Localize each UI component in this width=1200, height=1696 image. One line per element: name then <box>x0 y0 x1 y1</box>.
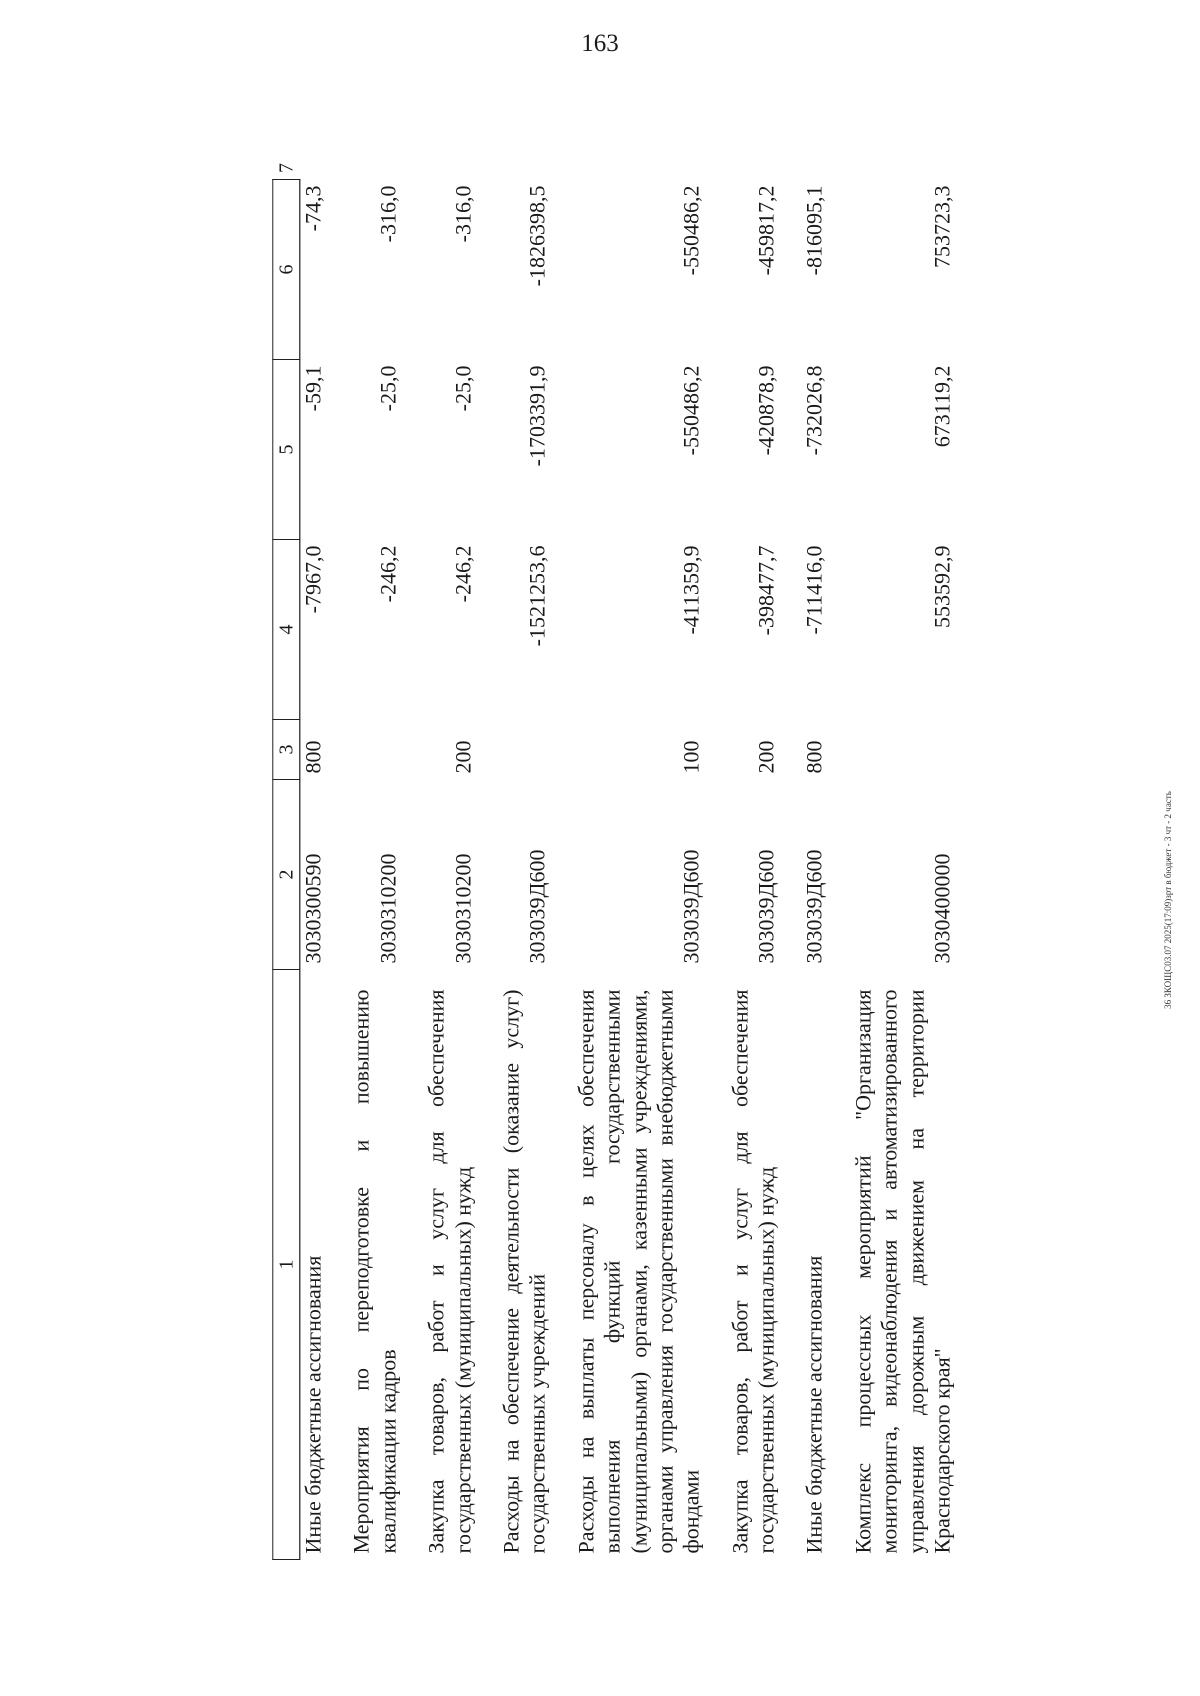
cell-code: 3030310200 <box>449 853 475 964</box>
cell-name: Иные бюджетные ассигнования <box>300 1255 326 1554</box>
column-header-6: 6 <box>273 180 300 360</box>
cell-value-col6: 673119,2 <box>929 365 955 448</box>
cell-expense-type <box>850 720 978 780</box>
cell-value-col5: -7967,0 <box>300 545 326 614</box>
cell-code: 303039Д600 <box>801 849 827 964</box>
footer-note: 36 ЗКОЩС03.07 2025(17:09)зрт в бюджет - 3 чт - 2 часть <box>1163 791 1173 1009</box>
column-header-2: 2 <box>273 780 300 970</box>
budget-table <box>272 163 977 1560</box>
cell-value-col7: -816095,1 <box>801 185 827 276</box>
table-body <box>300 180 978 1560</box>
cell-value-col7: -1826398,5 <box>524 185 550 287</box>
column-header-3: 3 <box>273 720 300 780</box>
table-row <box>573 180 727 1560</box>
cell-code: 3030400000 <box>929 853 955 964</box>
table-row <box>300 180 349 1560</box>
table-row <box>498 180 573 1560</box>
table-row <box>727 180 802 1560</box>
cell-expense-type: 100 <box>678 740 704 774</box>
table-row <box>802 180 850 1560</box>
cell-name: Закупка товаров, работ и услуг для обеспечения государственных (муниципальных) нужд <box>726 989 779 1554</box>
header-row: 1 2 3 4 5 6 7 <box>273 180 300 1560</box>
cell-value-col5: -246,2 <box>375 545 401 603</box>
cell-value-col5: -398477,7 <box>753 545 779 636</box>
page-number: 163 <box>581 30 619 57</box>
cell-code: 303039Д600 <box>524 849 550 964</box>
cell-value-col7: -459817,2 <box>753 185 779 276</box>
cell-value-col7: -74,3 <box>300 185 326 232</box>
column-header-5: 5 <box>273 360 300 540</box>
cell-value-col7: 753723,3 <box>929 185 955 268</box>
cell-expense-type: 200 <box>753 740 779 774</box>
cell-code: 303039Д600 <box>753 849 779 964</box>
cell-expense-type <box>498 720 573 780</box>
budget-table-container <box>272 163 977 1560</box>
cell-value-col6: -1703391,9 <box>524 365 550 467</box>
cell-name: Иные бюджетные ассигнования <box>801 1255 827 1554</box>
cell-value-col7: -316,0 <box>449 185 475 243</box>
cell-name: Закупка товаров, работ и услуг для обеспечения государственных (муниципальных) нужд <box>423 989 475 1554</box>
cell-expense-type <box>349 720 424 780</box>
cell-value-col6: -59,1 <box>300 365 326 412</box>
table-row <box>850 180 978 1560</box>
cell-expense-type: 800 <box>801 740 827 774</box>
cell-expense-type: 800 <box>300 740 326 774</box>
cell-expense-type: 200 <box>449 740 475 774</box>
cell-name: Расходы на выплаты персоналу в целях обеспечения выполнения функций государственными (муниципальными) органами, казенными учреждениями, органами управления государственными внебюджетными фондами <box>573 989 704 1554</box>
cell-value-col5: -246,2 <box>449 545 475 603</box>
cell-value-col6: -550486,2 <box>678 365 704 456</box>
cell-name: Комплекс процессных мероприятий "Организация мониторинга, видеонаблюдения и автоматизированного управления дорожным движением на территории Краснодарского края" <box>850 989 955 1554</box>
cell-name: Мероприятия по переподготовке и повышению квалификации кадров <box>348 989 401 1554</box>
cell-value-col5: -711416,0 <box>801 545 827 635</box>
cell-value-col6: -25,0 <box>375 365 401 412</box>
cell-value-col5: -1521253,6 <box>524 545 550 647</box>
cell-code: 3030310200 <box>375 853 401 964</box>
cell-value-col6: -25,0 <box>449 365 475 412</box>
cell-value-col7: -316,0 <box>375 185 401 243</box>
cell-value-col5: -411359,9 <box>678 545 704 635</box>
table-row <box>349 180 424 1560</box>
column-header-4: 4 <box>273 540 300 720</box>
column-header-1: 1 <box>273 970 300 1560</box>
cell-value-col6: -420878,9 <box>753 365 779 456</box>
cell-code: 3030300590 <box>300 853 326 964</box>
cell-value-col7: -550486,2 <box>678 185 704 276</box>
cell-code: 303039Д600 <box>678 849 704 964</box>
cell-name: Расходы на обеспечение деятельности (оказание услуг) государственных учреждений <box>498 989 550 1554</box>
cell-value-col5: 553592,9 <box>929 545 955 628</box>
cell-value-col6: -732026,8 <box>801 365 827 456</box>
table-row <box>423 180 498 1560</box>
